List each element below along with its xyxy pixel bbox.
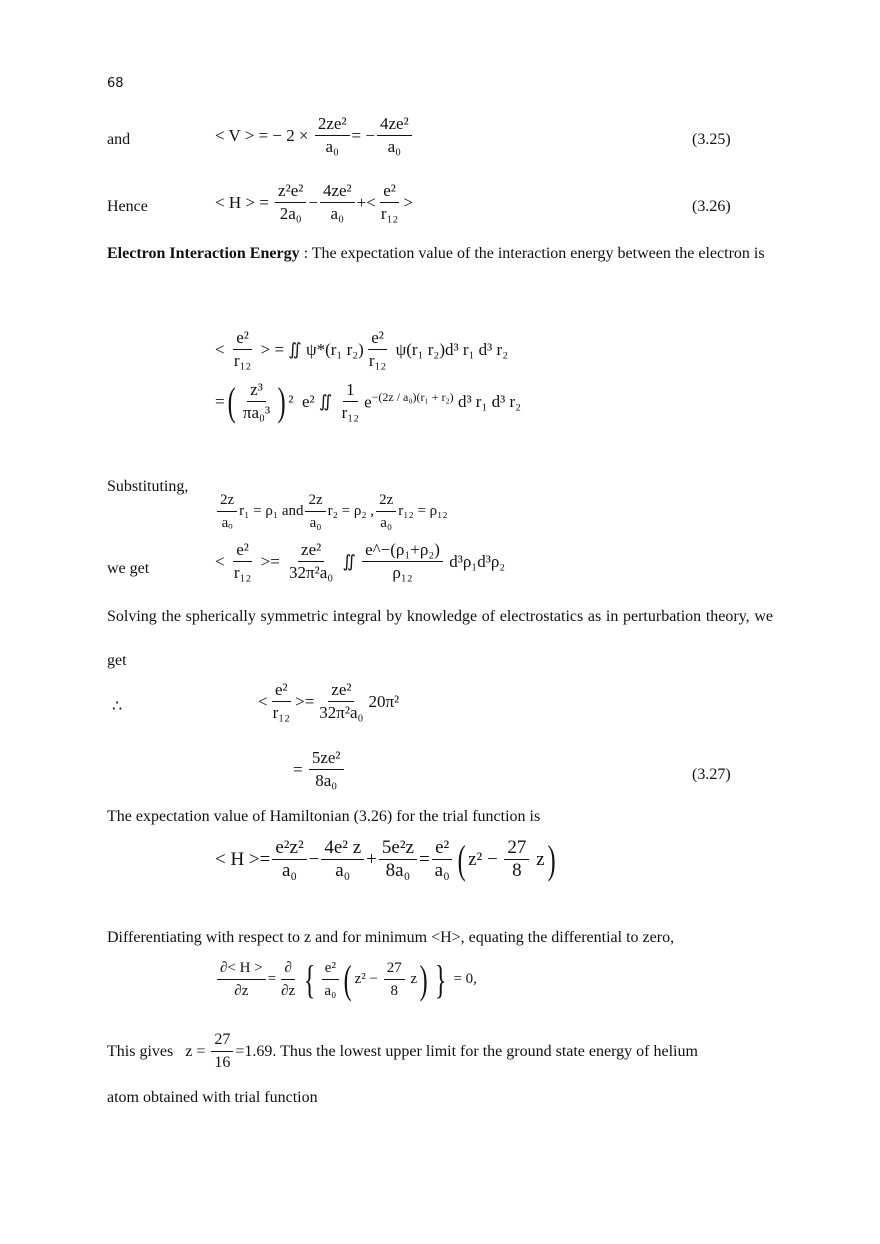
math-term: d³ρ₁d³ρ₂	[444, 551, 506, 571]
fraction	[384, 958, 405, 1001]
math-term: = 0,	[449, 971, 477, 987]
fraction	[362, 540, 443, 583]
numerator: 4ze²	[320, 181, 355, 203]
numerator: e²z²	[272, 838, 306, 860]
fraction-27-16	[211, 1030, 233, 1073]
numerator: 2z	[376, 490, 396, 512]
numerator: 1	[343, 380, 358, 402]
math-term: =	[267, 971, 277, 987]
equation-interaction-integral	[215, 328, 508, 371]
denominator: 32π²a₀	[319, 703, 364, 722]
this-gives-text: =1.69. Thus the lowest upper limit for the ground state energy of helium	[235, 1042, 698, 1060]
denominator: 8a₀	[315, 771, 338, 790]
denominator: a₀	[324, 983, 337, 999]
paragraph-this-gives	[107, 1030, 773, 1073]
math-term: z	[531, 848, 545, 870]
math-term: +	[366, 848, 377, 870]
denominator: ρ₁₂	[392, 563, 413, 582]
numerator: z²e²	[275, 181, 306, 203]
math-term: < H > =	[215, 192, 274, 212]
equation-hamiltonian	[215, 838, 558, 881]
fraction	[309, 748, 344, 791]
bracket: (	[457, 836, 466, 882]
exp-power: −(2z / a₀)(r₁ + r₂)	[371, 390, 454, 405]
denominator: a₀	[387, 137, 402, 156]
this-gives-lead: This gives z =	[107, 1042, 210, 1060]
fraction	[377, 114, 412, 157]
equation-therefore	[258, 680, 399, 723]
bracket: )	[277, 378, 286, 424]
equation-3-25	[215, 114, 414, 157]
denominator: 2a₀	[279, 204, 302, 223]
denominator: ∂z	[281, 983, 296, 999]
denominator: a₀	[335, 860, 351, 881]
denominator: a₀	[281, 860, 298, 881]
bracket: (	[227, 378, 236, 424]
exponential-term	[364, 390, 454, 413]
math-term: <	[215, 551, 229, 571]
denominator: 8a₀	[385, 860, 411, 881]
denominator: 16	[214, 1054, 231, 1071]
numerator: e²	[272, 680, 291, 702]
math-term: =	[418, 848, 430, 870]
math-term: > = ∬ ψ*(r₁ r₂)	[256, 339, 364, 359]
numerator: 4ze²	[377, 114, 412, 136]
math-term: =	[215, 391, 225, 411]
equation-we-get	[215, 540, 505, 583]
math-term: < H >=	[215, 848, 271, 870]
denominator: πa₀³	[242, 403, 271, 422]
math-term: r₂ = ρ₂ ,	[327, 503, 375, 519]
fraction	[321, 838, 364, 881]
math-term: −	[308, 192, 318, 212]
denominator: aₒ	[221, 515, 233, 531]
numerator: ze²	[328, 680, 354, 702]
math-term: d³ r₁ d³ r₂	[453, 391, 522, 411]
math-term: 20π²	[368, 691, 400, 711]
page-number: 68	[107, 76, 124, 91]
equation-3-26	[215, 181, 413, 224]
paragraph-solving: Solving the spherically symmetric integral by knowledge of electrostatics as in perturbation theory, we get	[107, 608, 773, 669]
fraction	[231, 540, 255, 583]
math-term: =	[293, 759, 307, 779]
fraction	[278, 958, 298, 1001]
paragraph-atom: atom obtained with trial function	[107, 1089, 318, 1106]
numerator: 27	[504, 838, 529, 860]
equation-interaction-integral-2	[215, 380, 521, 423]
numerator: e²	[380, 181, 399, 203]
numerator: 27	[211, 1030, 233, 1052]
numerator: ∂	[281, 958, 294, 980]
paragraph-electron-interaction	[107, 232, 773, 276]
fraction	[316, 680, 366, 723]
numerator: e²	[368, 328, 387, 350]
denominator: 8	[390, 983, 399, 999]
numerator: e^−(ρ₁+ρ₂)	[362, 540, 443, 562]
fraction	[321, 958, 339, 1001]
numerator: ze²	[298, 540, 324, 562]
math-term: +<	[356, 192, 376, 212]
math-term: ∬	[338, 551, 361, 571]
fraction	[315, 114, 350, 157]
math-term: <	[215, 339, 229, 359]
numerator: z³	[247, 380, 266, 402]
math-term: >=	[295, 691, 315, 711]
we-get-text: we get	[107, 560, 150, 577]
therefore-symbol: ∴	[112, 698, 123, 715]
fraction	[339, 380, 363, 423]
eq-3-25-label: and	[107, 131, 131, 148]
numerator: e²	[233, 540, 252, 562]
paragraph-differentiating: Differentiating with respect to z and for minimum <H>, equating the differential to zero,	[107, 929, 675, 946]
fraction	[305, 490, 325, 533]
bracket: )	[419, 956, 428, 1002]
equation-3-27	[293, 748, 346, 791]
bracket: )	[547, 836, 556, 882]
denominator: a₀	[330, 204, 345, 223]
fraction	[378, 181, 402, 224]
paragraph-expectation: The expectation value of Hamiltonian (3.26) for the trial function is	[107, 808, 541, 825]
math-term: >	[403, 192, 413, 212]
paragraph-text: : The expectation value of the interaction energy between the electron is	[299, 245, 765, 262]
fraction	[286, 540, 336, 583]
numerator: e²	[233, 328, 252, 350]
bracket: (	[343, 956, 352, 1002]
math-term: z² −	[468, 848, 503, 870]
fraction	[504, 838, 529, 881]
fraction	[376, 490, 396, 533]
section-heading: Electron Interaction Energy	[107, 245, 300, 262]
fraction	[240, 380, 273, 423]
math-term: ψ(r₁ r₂)d³ r₁ d³ r₂	[391, 339, 509, 359]
numerator: e²	[322, 958, 339, 980]
math-term: z	[406, 971, 418, 987]
numerator: 27	[384, 958, 405, 980]
bracket: {	[304, 956, 316, 1002]
math-term: >=	[256, 551, 285, 571]
equation-number-3-26: (3.26)	[692, 198, 731, 215]
denominator: a₀	[325, 137, 339, 156]
denominator: r₁₂	[341, 403, 360, 422]
fraction	[379, 838, 417, 881]
denominator: a₀	[309, 515, 322, 531]
math-term: < V > = − 2 ×	[215, 125, 313, 145]
fraction	[270, 680, 294, 723]
fraction	[231, 328, 255, 371]
math-term: r₁ = ρ₁ and	[239, 503, 304, 519]
fraction	[217, 490, 237, 533]
fraction	[275, 181, 306, 224]
math-term: = −	[351, 125, 375, 145]
numerator: 4e² z	[321, 838, 364, 860]
substituting-text: Substituting,	[107, 478, 189, 495]
fraction	[272, 838, 306, 881]
numerator: 5ze²	[309, 748, 344, 770]
numerator: 2ze²	[315, 114, 350, 136]
equation-number-3-25: (3.25)	[692, 131, 731, 148]
math-term: −	[308, 848, 320, 870]
math-term: ² e² ∬	[288, 391, 337, 411]
eq-3-26-label: Hence	[107, 198, 148, 215]
numerator: 5e²z	[379, 838, 417, 860]
denominator: r₁₂	[233, 563, 252, 582]
denominator: r₁₂	[380, 204, 399, 223]
exp-base: e	[364, 392, 372, 412]
denominator: a₀	[380, 515, 393, 531]
denominator: a₀	[434, 860, 450, 881]
numerator: ∂< H >	[217, 958, 266, 980]
denominator: r₁₂	[233, 351, 252, 370]
fraction	[217, 958, 266, 1001]
fraction	[320, 181, 355, 224]
math-term: z² −	[354, 971, 382, 987]
equation-derivative	[215, 958, 477, 1001]
numerator: 2z	[217, 490, 237, 512]
equation-number-3-27: (3.27)	[692, 766, 731, 783]
bracket: }	[434, 956, 446, 1002]
denominator: 8	[512, 860, 522, 881]
denominator: 32π²a₀	[289, 563, 334, 582]
denominator: ∂z	[234, 983, 249, 999]
fraction	[432, 838, 453, 881]
numerator: 2z	[305, 490, 325, 512]
math-term: r₁₂ = ρ₁₂	[398, 503, 448, 519]
denominator: r₁₂	[368, 351, 387, 370]
denominator: r₁₂	[272, 703, 291, 722]
math-term: <	[258, 691, 268, 711]
equation-substitution	[215, 490, 448, 533]
fraction	[366, 328, 390, 371]
numerator: e²	[432, 838, 452, 860]
